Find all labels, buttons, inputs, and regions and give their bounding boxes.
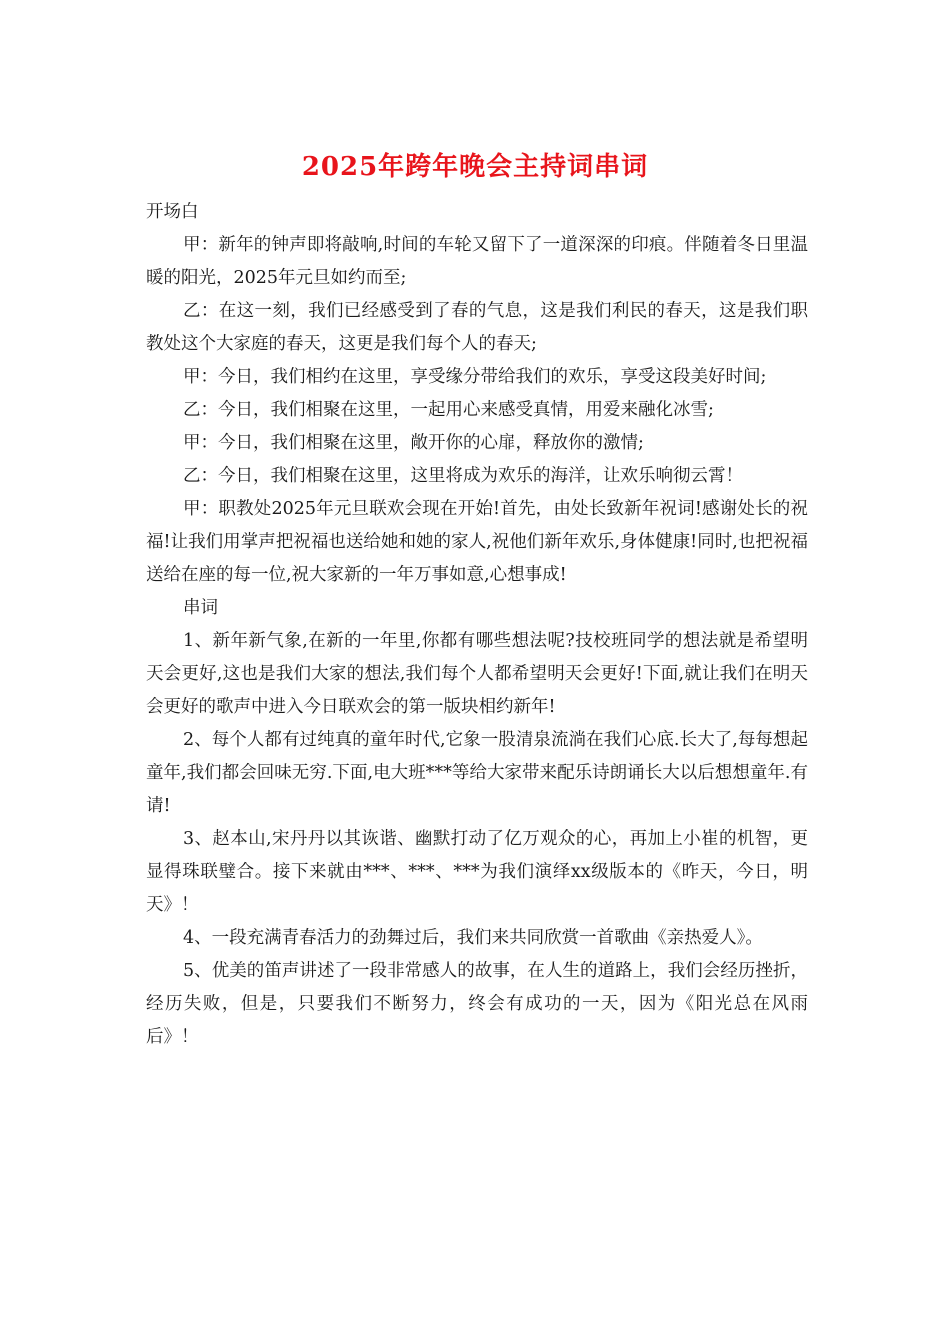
paragraph: 甲：今日，我们相聚在这里，敞开你的心扉，释放你的激情; (183, 433, 644, 453)
document-title: 2025年跨年晚会主持词串词 (301, 152, 649, 182)
document-body (146, 196, 808, 1054)
paragraph: 2、每个人都有过纯真的童年时代,它象一股清泉流淌在我们心底.长大了,每每想起童年,我们都会回味无穷.下面,电大班***等给大家带来配乐诗朗诵长大以后想想童年.有请! (146, 730, 808, 816)
paragraph: 乙：在这一刻，我们已经感受到了春的气息，这是我们利民的春天，这是我们职教处这个大家庭的春天，这更是我们每个人的春天; (146, 301, 808, 354)
paragraph: 甲：职教处2025年元旦联欢会现在开始!首先，由处长致新年祝词!感谢处长的祝福!让我们用掌声把祝福也送给她和她的家人,祝他们新年欢乐,身体健康!同时,也把祝福送给在座的每一位,祝大家新的一年万事如意,心想事成! (146, 499, 808, 585)
paragraph: 甲：新年的钟声即将敲响,时间的车轮又留下了一道深深的印痕。伴随着冬日里温暖的阳光，2025年元旦如约而至; (146, 235, 808, 288)
paragraph-opening-heading: 开场白 (146, 202, 199, 222)
paragraph: 3、赵本山,宋丹丹以其诙谐、幽默打动了亿万观众的心，再加上小崔的机智，更显得珠联璧合。接下来就由***、***、***为我们演绎xx级版本的《昨天，今日，明天》！ (146, 829, 808, 915)
paragraph: 4、一段充满青春活力的劲舞过后，我们来共同欣赏一首歌曲《亲热爱人》。 (183, 928, 763, 948)
paragraph: 乙：今日，我们相聚在这里，这里将成为欢乐的海洋，让欢乐响彻云霄！ (183, 466, 743, 486)
paragraph: 乙：今日，我们相聚在这里，一起用心来感受真情，用爱来融化冰雪; (183, 400, 714, 420)
paragraph-section-heading: 串词 (183, 598, 218, 618)
paragraph: 5、优美的笛声讲述了一段非常感人的故事，在人生的道路上，我们会经历挫折，经历失败，但是，只要我们不断努力，终会有成功的一天，因为《阳光总在风雨后》！ (146, 961, 808, 1047)
paragraph: 1、新年新气象,在新的一年里,你都有哪些想法呢?技校班同学的想法就是希望明天会更好,这也是我们大家的想法,我们每个人都希望明天会更好!下面,就让我们在明天会更好的歌声中进入今日联欢会的第一版块相约新年! (146, 631, 808, 717)
paragraph: 甲：今日，我们相约在这里，享受缘分带给我们的欢乐，享受这段美好时间; (183, 367, 767, 387)
